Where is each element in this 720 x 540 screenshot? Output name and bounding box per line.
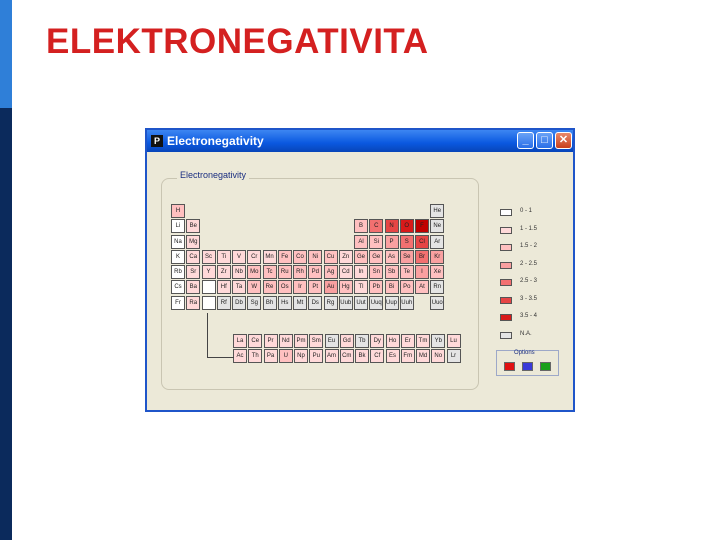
element-cell[interactable]: Sr xyxy=(186,265,200,279)
app-icon: P xyxy=(151,135,163,147)
element-cell[interactable]: Re xyxy=(263,280,277,294)
element-cell[interactable]: Gd xyxy=(340,334,354,348)
legend-swatch xyxy=(500,262,512,269)
element-cell[interactable]: Mg xyxy=(186,235,200,249)
element-cell[interactable]: Lr xyxy=(447,349,461,363)
element-cell[interactable]: Er xyxy=(401,334,415,348)
f-block-connector xyxy=(207,313,234,358)
element-cell[interactable]: H xyxy=(171,204,185,218)
element-cell[interactable]: Bh xyxy=(263,296,277,310)
element-cell[interactable]: Bi xyxy=(385,280,399,294)
element-cell[interactable]: Sg xyxy=(247,296,261,310)
element-cell[interactable]: Sn xyxy=(369,265,383,279)
legend-swatch xyxy=(500,332,512,339)
color-option-green-button[interactable] xyxy=(540,362,551,371)
element-cell[interactable]: Ca xyxy=(186,250,200,264)
element-cell[interactable]: Lu xyxy=(447,334,461,348)
color-option-red-button[interactable] xyxy=(504,362,515,371)
element-cell[interactable]: Eu xyxy=(325,334,339,348)
element-cell[interactable]: S xyxy=(400,235,414,249)
element-cell[interactable]: Uut xyxy=(354,296,368,310)
element-cell[interactable]: F xyxy=(415,219,429,233)
element-cell[interactable]: Nd xyxy=(279,334,293,348)
element-cell[interactable]: Au xyxy=(324,280,338,294)
window-title: Electronegativity xyxy=(167,134,264,148)
element-cell[interactable]: Mn xyxy=(263,250,277,264)
element-cell[interactable]: Fe xyxy=(278,250,292,264)
accent-stripe-top xyxy=(0,0,12,108)
element-cell[interactable]: Yb xyxy=(431,334,445,348)
element-cell[interactable]: Cr xyxy=(247,250,261,264)
element-cell[interactable]: Si xyxy=(369,235,383,249)
element-cell[interactable]: K xyxy=(171,250,185,264)
legend-swatch xyxy=(500,314,512,321)
element-cell[interactable]: Pm xyxy=(294,334,308,348)
element-cell[interactable]: Ac xyxy=(233,349,247,363)
element-cell[interactable]: Ru xyxy=(278,265,292,279)
element-cell[interactable]: Ce xyxy=(248,334,262,348)
element-cell[interactable]: Tm xyxy=(416,334,430,348)
element-cell[interactable]: Cu xyxy=(324,250,338,264)
element-cell[interactable]: Ge xyxy=(369,250,383,264)
element-cell[interactable]: Ds xyxy=(308,296,322,310)
element-cell[interactable]: Zr xyxy=(217,265,231,279)
legend-swatch xyxy=(500,297,512,304)
element-cell[interactable]: Sm xyxy=(309,334,323,348)
element-cell[interactable] xyxy=(202,296,216,310)
legend-swatch xyxy=(500,209,512,216)
element-cell[interactable]: Tc xyxy=(263,265,277,279)
element-cell[interactable]: Sb xyxy=(385,265,399,279)
element-cell[interactable]: Li xyxy=(171,219,185,233)
element-cell[interactable]: Os xyxy=(278,280,292,294)
element-cell[interactable]: Al xyxy=(354,235,368,249)
element-cell[interactable]: Pr xyxy=(264,334,278,348)
element-cell[interactable]: Th xyxy=(248,349,262,363)
element-cell[interactable]: Xe xyxy=(430,265,444,279)
element-cell[interactable]: Nb xyxy=(232,265,246,279)
element-cell[interactable]: Mo xyxy=(247,265,261,279)
element-cell[interactable]: Pd xyxy=(308,265,322,279)
element-cell[interactable]: Rg xyxy=(324,296,338,310)
element-cell[interactable]: Ir xyxy=(293,280,307,294)
element-cell[interactable]: Cf xyxy=(370,349,384,363)
element-cell[interactable]: Be xyxy=(186,219,200,233)
element-cell[interactable]: Bk xyxy=(355,349,369,363)
legend-label: 3 - 3.5 xyxy=(520,295,538,302)
element-cell[interactable]: Ar xyxy=(430,235,444,249)
element-cell[interactable]: Pa xyxy=(264,349,278,363)
element-cell[interactable]: Pu xyxy=(309,349,323,363)
element-cell[interactable]: Hs xyxy=(278,296,292,310)
legend-label: 1.5 - 2 xyxy=(520,243,538,249)
element-cell[interactable]: Tb xyxy=(355,334,369,348)
maximize-button[interactable]: □ xyxy=(536,132,553,149)
element-cell[interactable]: La xyxy=(233,334,247,348)
element-cell[interactable]: Pt xyxy=(308,280,322,294)
legend-label: 0 - 1 xyxy=(520,208,533,214)
element-cell[interactable]: Co xyxy=(293,250,307,264)
element-cell[interactable]: Sc xyxy=(202,250,216,264)
close-button[interactable]: ✕ xyxy=(555,132,572,149)
element-cell[interactable]: As xyxy=(385,250,399,264)
element-cell[interactable]: Ne xyxy=(430,219,444,233)
accent-stripe-bottom xyxy=(0,108,12,540)
legend-label: 1 - 1.5 xyxy=(520,225,538,232)
element-cell[interactable]: Ti xyxy=(217,250,231,264)
element-cell[interactable]: Db xyxy=(232,296,246,310)
element-cell[interactable]: Cs xyxy=(171,280,185,294)
element-cell[interactable]: Am xyxy=(325,349,339,363)
element-cell[interactable]: Ra xyxy=(186,296,200,310)
element-cell[interactable]: Ge xyxy=(354,250,368,264)
legend-swatch xyxy=(500,244,512,251)
slide-title: ELEKTRONEGATIVITA xyxy=(46,22,429,61)
element-cell[interactable]: Fr xyxy=(171,296,185,310)
element-cell[interactable]: Hf xyxy=(217,280,231,294)
element-cell[interactable] xyxy=(202,280,216,294)
element-cell[interactable]: O xyxy=(400,219,414,233)
element-cell[interactable]: Cd xyxy=(339,265,353,279)
element-cell[interactable]: Uub xyxy=(339,296,353,310)
element-cell[interactable]: W xyxy=(247,280,261,294)
element-cell[interactable]: He xyxy=(430,204,444,218)
legend-label: 2.5 - 3 xyxy=(520,278,538,284)
window-titlebar[interactable] xyxy=(147,130,573,152)
element-cell[interactable]: Uuq xyxy=(369,296,383,310)
minimize-button[interactable]: _ xyxy=(517,132,534,149)
legend-swatch xyxy=(500,279,512,286)
legend-label: N.A. xyxy=(520,330,532,337)
element-cell[interactable]: Rf xyxy=(217,296,231,310)
panel-label: Electronegativity xyxy=(177,170,249,180)
element-cell[interactable]: No xyxy=(431,349,445,363)
element-cell[interactable]: Cm xyxy=(340,349,354,363)
element-cell[interactable]: Tl xyxy=(354,280,368,294)
element-cell[interactable]: Na xyxy=(171,235,185,249)
element-cell[interactable]: Ag xyxy=(324,265,338,279)
element-cell[interactable]: In xyxy=(354,265,368,279)
element-cell[interactable]: Po xyxy=(400,280,414,294)
element-cell[interactable]: Rh xyxy=(293,265,307,279)
element-cell[interactable]: C xyxy=(369,219,383,233)
element-cell[interactable]: Pb xyxy=(369,280,383,294)
element-cell[interactable]: Y xyxy=(202,265,216,279)
element-cell[interactable]: Md xyxy=(416,349,430,363)
element-cell[interactable]: Ba xyxy=(186,280,200,294)
element-cell[interactable]: Rn xyxy=(430,280,444,294)
legend-label: 2 - 2.5 xyxy=(520,260,538,267)
element-cell[interactable]: Uup xyxy=(385,296,399,310)
options-label: Options xyxy=(514,350,535,356)
legend-swatch xyxy=(500,227,512,234)
element-cell[interactable]: Mt xyxy=(293,296,307,310)
element-cell[interactable]: U xyxy=(279,349,293,363)
color-option-blue-button[interactable] xyxy=(522,362,533,371)
element-cell[interactable]: I xyxy=(415,265,429,279)
element-cell[interactable]: Fm xyxy=(401,349,415,363)
element-cell[interactable]: Np xyxy=(294,349,308,363)
element-cell[interactable]: Te xyxy=(400,265,414,279)
element-cell[interactable]: Ni xyxy=(308,250,322,264)
element-cell[interactable]: Dy xyxy=(370,334,384,348)
element-cell[interactable]: Hg xyxy=(339,280,353,294)
element-cell[interactable]: V xyxy=(232,250,246,264)
element-cell[interactable]: B xyxy=(354,219,368,233)
element-cell[interactable]: N xyxy=(385,219,399,233)
element-cell[interactable]: Ta xyxy=(232,280,246,294)
element-cell[interactable]: Kr xyxy=(430,250,444,264)
element-cell[interactable]: Br xyxy=(415,250,429,264)
legend-label: 3.5 - 4 xyxy=(520,313,538,319)
element-cell[interactable]: Se xyxy=(400,250,414,264)
element-cell[interactable]: Es xyxy=(386,349,400,363)
element-cell[interactable]: Uuh xyxy=(400,296,414,310)
element-cell[interactable]: At xyxy=(415,280,429,294)
element-cell[interactable]: Zn xyxy=(339,250,353,264)
element-cell[interactable]: Cl xyxy=(415,235,429,249)
element-cell[interactable]: Ho xyxy=(386,334,400,348)
element-cell[interactable]: Rb xyxy=(171,265,185,279)
element-cell[interactable]: Uuo xyxy=(430,296,444,310)
element-cell[interactable]: P xyxy=(385,235,399,249)
